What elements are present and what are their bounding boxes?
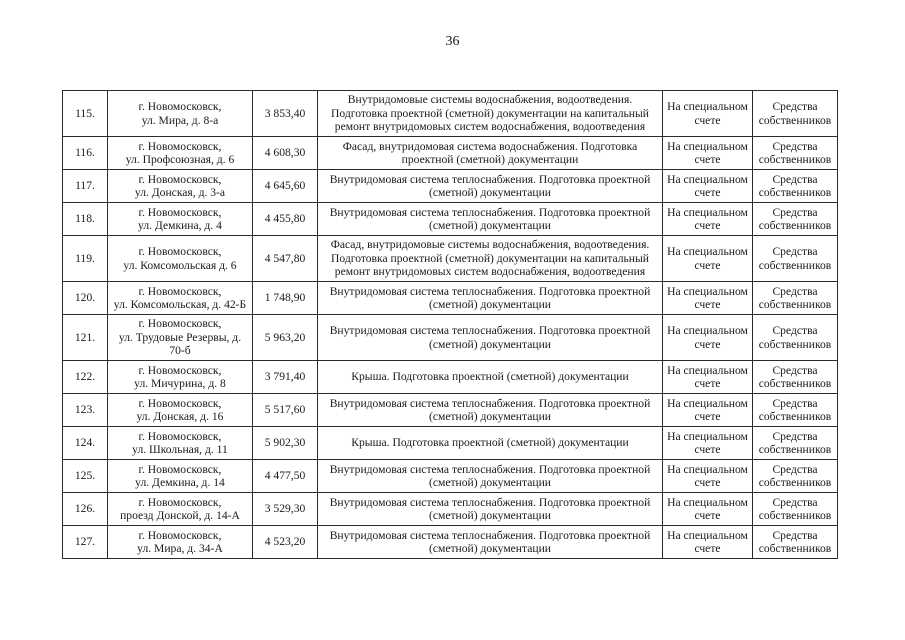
amount-cell: 1 748,90: [253, 282, 318, 315]
amount-cell: 4 477,50: [253, 460, 318, 493]
address-cell: [108, 526, 253, 559]
address-street: ул. Мичурина, д. 8: [134, 377, 226, 390]
amount-cell: 5 902,30: [253, 427, 318, 460]
address-city: г. Новомосковск,: [138, 100, 222, 114]
address-city: г. Новомосковск,: [138, 462, 222, 476]
amount-cell: 4 523,20: [253, 526, 318, 559]
address-street: проезд Донской, д. 14-А: [120, 509, 240, 522]
table-row: [63, 394, 838, 427]
address-city: г. Новомосковск,: [138, 317, 222, 331]
address-city: г. Новомосковск,: [138, 528, 222, 542]
work-description-cell: Внутридомовые системы водоснабжения, водоотведения. Подготовка проектной (сметной) документации на капитальный ремонт внутридомовых систем водоснабжения, водоотведения: [318, 91, 663, 137]
table-row: [63, 282, 838, 315]
account-cell: На специальном счете: [663, 460, 753, 493]
amount-cell: 3 529,30: [253, 493, 318, 526]
address-street: ул. Мира, д. 34-А: [137, 542, 223, 555]
amount-cell: 3 791,40: [253, 361, 318, 394]
account-cell: На специальном счете: [663, 315, 753, 361]
address-city: г. Новомосковск,: [138, 495, 222, 509]
repair-registry-table: [62, 90, 838, 559]
address-cell: [108, 91, 253, 137]
account-cell: На специальном счете: [663, 427, 753, 460]
account-cell: На специальном счете: [663, 236, 753, 282]
funding-source-cell: Средства собственников: [753, 427, 838, 460]
address-cell: [108, 203, 253, 236]
account-cell: На специальном счете: [663, 170, 753, 203]
address-cell: [108, 282, 253, 315]
row-number: 127.: [63, 526, 108, 559]
address-street: ул. Мира, д. 8-а: [141, 113, 219, 127]
funding-source-cell: Средства собственников: [753, 282, 838, 315]
amount-cell: 4 455,80: [253, 203, 318, 236]
amount-cell: 5 517,60: [253, 394, 318, 427]
row-number: 115.: [63, 91, 108, 137]
row-number: 124.: [63, 427, 108, 460]
amount-cell: 4 547,80: [253, 236, 318, 282]
funding-source-cell: Средства собственников: [753, 394, 838, 427]
address-cell: [108, 394, 253, 427]
row-number: 122.: [63, 361, 108, 394]
amount-cell: 4 645,60: [253, 170, 318, 203]
row-number: 118.: [63, 203, 108, 236]
funding-source-cell: Средства собственников: [753, 493, 838, 526]
address-street: ул. Школьная, д. 11: [132, 443, 228, 456]
table-row: [63, 427, 838, 460]
account-cell: На специальном счете: [663, 526, 753, 559]
work-description-cell: Фасад, внутридомовая система водоснабжения. Подготовка проектной (сметной) документации: [318, 137, 663, 170]
account-cell: На специальном счете: [663, 361, 753, 394]
funding-source-cell: Средства собственников: [753, 460, 838, 493]
address-city: г. Новомосковск,: [138, 284, 222, 298]
table-row: [63, 526, 838, 559]
amount-cell: 5 963,20: [253, 315, 318, 361]
table-row: [63, 137, 838, 170]
address-city: г. Новомосковск,: [138, 245, 222, 259]
funding-source-cell: Средства собственников: [753, 361, 838, 394]
funding-source-cell: Средства собственников: [753, 203, 838, 236]
row-number: 125.: [63, 460, 108, 493]
address-cell: [108, 170, 253, 203]
table-row: [63, 203, 838, 236]
amount-cell: 4 608,30: [253, 137, 318, 170]
address-city: г. Новомосковск,: [138, 139, 222, 153]
row-number: 121.: [63, 315, 108, 361]
row-number: 117.: [63, 170, 108, 203]
work-description-cell: Внутридомовая система теплоснабжения. Подготовка проектной (сметной) документации: [318, 460, 663, 493]
funding-source-cell: Средства собственников: [753, 137, 838, 170]
table-row: [63, 315, 838, 361]
funding-source-cell: Средства собственников: [753, 236, 838, 282]
address-cell: [108, 493, 253, 526]
row-number: 116.: [63, 137, 108, 170]
work-description-cell: Внутридомовая система теплоснабжения. Подготовка проектной (сметной) документации: [318, 526, 663, 559]
address-cell: [108, 236, 253, 282]
address-cell: [108, 361, 253, 394]
row-number: 126.: [63, 493, 108, 526]
address-cell: [108, 315, 253, 361]
page-number: 36: [445, 34, 460, 49]
work-description-cell: Внутридомовая система теплоснабжения. Подготовка проектной (сметной) документации: [318, 203, 663, 236]
work-description-cell: Фасад, внутридомовые системы водоснабжения, водоотведения. Подготовка проектной (сметной) документации на капитальный ремонт внутридомовых систем водоснабжения, водоотведения: [318, 236, 663, 282]
address-cell: [108, 460, 253, 493]
address-street: ул. Демкина, д. 14: [135, 476, 225, 489]
account-cell: На специальном счете: [663, 493, 753, 526]
address-street: ул. Донская, д. 3-а: [134, 186, 226, 199]
row-number: 123.: [63, 394, 108, 427]
address-city: г. Новомосковск,: [138, 396, 222, 410]
address-cell: [108, 137, 253, 170]
funding-source-cell: Средства собственников: [753, 91, 838, 137]
work-description-cell: Внутридомовая система теплоснабжения. Подготовка проектной (сметной) документации: [318, 315, 663, 361]
table-row: [63, 236, 838, 282]
account-cell: На специальном счете: [663, 91, 753, 137]
table-row: [63, 170, 838, 203]
work-description-cell: Внутридомовая система теплоснабжения. Подготовка проектной (сметной) документации: [318, 282, 663, 315]
address-street: ул. Трудовые Резервы, д. 70-б: [118, 330, 242, 358]
address-street: ул. Комсомольская, д. 42-Б: [113, 298, 247, 311]
row-number: 120.: [63, 282, 108, 315]
table-row: [63, 493, 838, 526]
address-city: г. Новомосковск,: [138, 363, 222, 377]
work-description-cell: Крыша. Подготовка проектной (сметной) документации: [318, 427, 663, 460]
funding-source-cell: Средства собственников: [753, 170, 838, 203]
amount-cell: 3 853,40: [253, 91, 318, 137]
address-street: ул. Профсоюзная, д. 6: [125, 153, 235, 166]
address-city: г. Новомосковск,: [138, 172, 222, 186]
account-cell: На специальном счете: [663, 137, 753, 170]
table-row: [63, 91, 838, 137]
funding-source-cell: Средства собственников: [753, 526, 838, 559]
table-row: [63, 460, 838, 493]
address-cell: [108, 427, 253, 460]
address-street: ул. Донская, д. 16: [136, 410, 224, 423]
address-street: ул. Демкина, д. 4: [138, 219, 222, 232]
table-row: [63, 361, 838, 394]
funding-source-cell: Средства собственников: [753, 315, 838, 361]
work-description-cell: Крыша. Подготовка проектной (сметной) документации: [318, 361, 663, 394]
work-description-cell: Внутридомовая система теплоснабжения. Подготовка проектной (сметной) документации: [318, 170, 663, 203]
account-cell: На специальном счете: [663, 203, 753, 236]
address-street: ул. Комсомольская д. 6: [123, 258, 237, 272]
address-city: г. Новомосковск,: [138, 429, 222, 443]
work-description-cell: Внутридомовая система теплоснабжения. Подготовка проектной (сметной) документации: [318, 493, 663, 526]
account-cell: На специальном счете: [663, 394, 753, 427]
address-city: г. Новомосковск,: [138, 205, 222, 219]
work-description-cell: Внутридомовая система теплоснабжения. Подготовка проектной (сметной) документации: [318, 394, 663, 427]
account-cell: На специальном счете: [663, 282, 753, 315]
row-number: 119.: [63, 236, 108, 282]
